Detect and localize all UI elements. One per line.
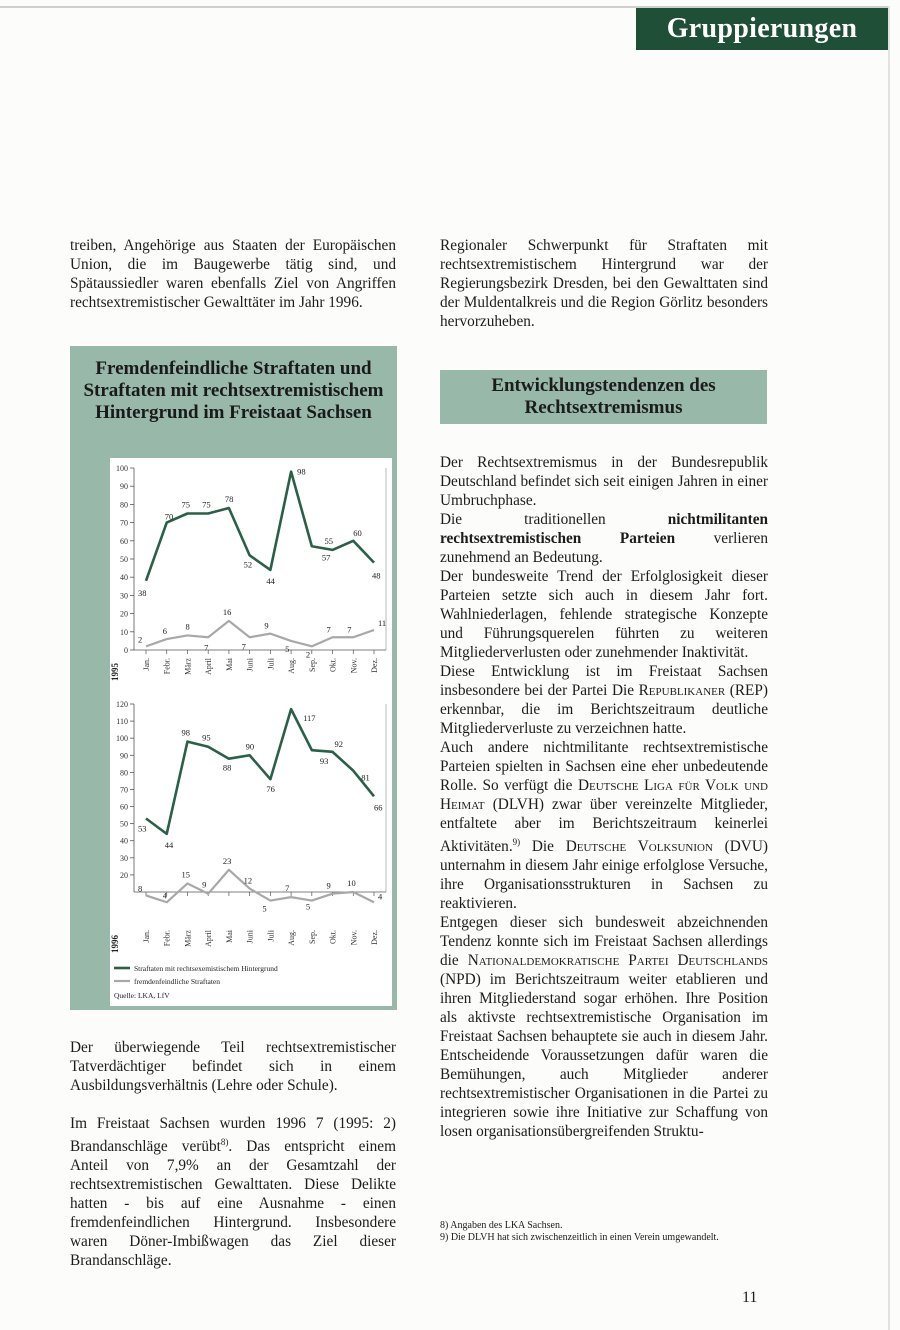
data-label: 7 <box>326 624 331 635</box>
chart-panel <box>70 346 397 1010</box>
footnotes <box>440 1220 780 1244</box>
text-run: (DVU) unternahm in diesem Jahr einige erfolglose Versuche, ihre Organisationsstrukturen in Sachsen zu reaktivieren. <box>440 838 768 913</box>
right-body-text <box>440 453 768 1141</box>
paragraph-npd <box>440 913 768 1141</box>
brandanschlaege-paragraph <box>70 1114 396 1270</box>
bold-term: nichtmilitanten rechtsextremistischen Parteien <box>440 511 768 547</box>
x-tick-label: Jan. <box>142 930 151 943</box>
data-label: 53 <box>138 823 147 834</box>
legend-label-light: fremdenfeindliche Straftaten <box>134 977 221 986</box>
footnote-ref: 8) <box>220 1137 229 1147</box>
chart-title: Fremdenfeindliche Straftaten und Straftaten mit rechtsextremistischem Hintergrund im Freistaat Sachsen <box>83 358 384 423</box>
footnote-ref: 9) <box>512 837 521 847</box>
regional-paragraph: Regionaler Schwerpunkt für Straftaten mit rechtsextremistischem Hintergrund war der Regierungsbezirk Dresden, bei den Gewalttaten sind der Muldentalkreis und die Region Görlitz besonders hervorzuheben. <box>440 237 768 330</box>
y-tick-label: 30 <box>120 853 128 863</box>
data-label: 75 <box>181 499 190 510</box>
ausbildung-paragraph: Der überwiegende Teil rechtsextremistischer Tatverdächtiger befindet sich in einem Ausbildungsverhältnis (Lehre oder Schule). <box>70 1039 396 1094</box>
x-tick-label: April <box>204 930 214 947</box>
text-run: Im Freistaat Sachsen wurden 1996 7 (1995: 2) Brandanschläge verübt <box>70 1115 396 1156</box>
paragraph-traditionelle <box>440 510 768 567</box>
data-label: 57 <box>321 552 331 563</box>
x-tick-label: Nov. <box>349 930 359 946</box>
data-label: 2 <box>305 649 311 660</box>
y-tick-label: 70 <box>120 785 128 795</box>
data-label: 88 <box>222 762 232 773</box>
paragraph-umbruch: Der Rechtsextremismus in der Bundesrepublik Deutschland befindet sich seit einigen Jahren in einer Umbruchphase. <box>440 454 768 509</box>
series-line-rechtsextrem <box>146 709 374 834</box>
x-tick-label: März <box>183 658 193 675</box>
party-name: Nationaldemokratische Partei Deutschlands <box>467 952 768 970</box>
y-tick-label: 50 <box>120 555 128 564</box>
legend-label-dark: Straftaten mit rechtsexemistischem Hintergrund <box>134 964 278 973</box>
x-tick-label: April <box>204 658 214 675</box>
data-label: 75 <box>202 499 211 510</box>
x-tick-label: Nov. <box>349 658 359 674</box>
x-tick-label: Dez. <box>370 658 379 673</box>
y-tick-label: 90 <box>120 482 128 492</box>
data-label: 98 <box>181 727 190 738</box>
data-label: 8 <box>185 621 190 632</box>
data-label: 78 <box>224 494 234 505</box>
y-tick-label: 80 <box>120 768 128 778</box>
data-label: 95 <box>202 732 211 743</box>
data-label: 2 <box>138 634 143 645</box>
data-label: 81 <box>361 772 370 783</box>
year-label: 1996 <box>110 935 120 953</box>
y-tick-label: 10 <box>120 627 128 637</box>
y-tick-label: 120 <box>116 700 128 709</box>
data-label: 55 <box>324 535 334 546</box>
data-label: 4 <box>378 891 383 902</box>
data-label: 117 <box>303 713 316 724</box>
data-label: 5 <box>305 901 311 912</box>
data-label: 98 <box>297 466 306 477</box>
paragraph-trend: Der bundesweite Trend der Erfolglosigkeit dieser Parteien setzte sich auch in diesem Jahr fort. Wahlniederlagen, fehlende strategische Konzepte und Führungsquerelen führten zu weiteren Mitgliederverlusten oder zunehmender Inaktivität. <box>440 568 768 661</box>
y-tick-label: 110 <box>116 717 128 727</box>
y-tick-label: 50 <box>120 819 128 829</box>
year-label: 1995 <box>110 663 120 681</box>
y-tick-label: 40 <box>120 836 128 846</box>
x-tick-label: Aug. <box>287 658 297 674</box>
y-tick-label: 60 <box>120 536 128 546</box>
data-label: 90 <box>245 741 255 752</box>
data-label: 52 <box>243 559 253 570</box>
y-tick-label: 40 <box>120 573 128 583</box>
data-label: 7 <box>241 641 246 652</box>
data-label: 44 <box>164 839 174 850</box>
data-label: 15 <box>181 869 190 880</box>
data-label: 92 <box>334 738 344 749</box>
x-tick-label: Juli <box>266 930 276 942</box>
data-label: 48 <box>372 570 381 581</box>
chart-area <box>110 458 392 1006</box>
data-label: 44 <box>266 575 275 586</box>
y-tick-label: 70 <box>120 518 128 528</box>
x-tick-label: Febr. <box>162 658 172 675</box>
data-label: 70 <box>164 511 174 522</box>
data-label: 23 <box>222 855 232 866</box>
data-label: 9 <box>202 879 207 890</box>
party-name: Republikaner <box>638 682 726 699</box>
data-label: 6 <box>162 626 167 637</box>
data-label: 60 <box>353 527 362 538</box>
x-tick-label: Febr. <box>162 930 172 947</box>
x-tick-label: Jan. <box>142 658 151 671</box>
data-label: 10 <box>347 878 356 888</box>
data-label: 5 <box>285 643 290 654</box>
y-tick-label: 20 <box>120 870 128 880</box>
x-tick-label: Juli <box>266 658 276 670</box>
x-tick-label: Juni <box>245 658 255 672</box>
paragraph-dlvh <box>440 738 768 913</box>
data-label: 16 <box>222 606 232 617</box>
text-run: Auch andere nichtmilitante rechtsextremistische Parteien spielten in Sachsen eine eher unbedeutende Rolle. So verfügt die <box>440 739 768 794</box>
x-tick-label: Sep. <box>307 658 317 672</box>
y-tick-label: 100 <box>116 464 128 473</box>
section-header: Gruppierungen <box>636 8 888 50</box>
data-label: 8 <box>138 883 143 894</box>
text-run: (DLVH) zwar über vereinzelte Mitglieder, entfaltete aber im Berichtszeitraum keinerlei Aktivitäten. <box>440 796 768 856</box>
y-tick-label: 100 <box>116 734 128 744</box>
data-label: 38 <box>138 587 147 598</box>
footnote-8: 8) Angaben des LKA Sachsen. <box>440 1220 563 1231</box>
section-heading: Entwicklungstendenzen des Rechtsextremismus <box>440 370 767 424</box>
x-tick-label: Okt. <box>328 930 338 944</box>
party-name: Deutsche Liga für Volk und Heimat <box>440 777 768 813</box>
x-tick-label: Juni <box>245 930 255 944</box>
data-label: 7 <box>285 883 290 894</box>
text-run: Entgegen dieser sich bundesweit abzeichnenden Tendenz konnte sich im Freistaat Sachsen allerdings die <box>440 914 768 970</box>
series-line-fremdenfeindlich <box>146 870 374 902</box>
text-run: . Das entspricht einem Anteil von 7,9% an der Gesamtzahl der rechtsextremistischen Gewalttaten. Diese Delikte hatten - bis auf eine Ausnahme - einen fremdenfeindlichen Hintergrund. Insbesondere waren Döner-Imbißwagen das Ziel dieser Brandanschläge. <box>70 1138 396 1270</box>
data-label: 7 <box>347 624 352 635</box>
data-label: 4 <box>162 890 167 901</box>
series-line-fremdenfeindlich <box>146 621 374 646</box>
data-label: 7 <box>204 642 209 653</box>
x-tick-label: Sep. <box>307 930 317 944</box>
x-tick-label: Dez. <box>370 930 379 945</box>
data-label: 11 <box>378 617 387 628</box>
x-tick-label: Mai <box>224 930 234 943</box>
paragraph-rep <box>440 662 768 738</box>
x-tick-label: Mai <box>224 658 234 671</box>
y-tick-label: 0 <box>124 646 128 655</box>
intro-paragraph: treiben, Angehörige aus Staaten der Europäischen Union, die im Baugewerbe tätig sind, und Spätaussiedler waren ebenfalls Ziel von Angriffen rechtsextremistischer Gewalttäter im Jahr 1996. <box>70 237 396 311</box>
data-label: 66 <box>374 802 383 813</box>
y-tick-label: 20 <box>120 609 128 619</box>
text-run: (NPD) im Berichtszeitraum weiter etablieren und ihren Mitgliederstand sogar erhöhen. Ihre Position als aktivste rechtsextremistische Organisation im Freistaat Sachsen behauptete sie auch in diesem Jahr. Entscheidende Voraussetzungen dafür waren die Bemühungen, auch Mitglieder anderer rechtsextremistischer Organisationen in die Partei zu integrieren sowie ihre Initiative zur Schaffung von losen organisationsübergreifenden Struktu- <box>440 971 768 1141</box>
footnote-9: 9) Die DLVH hat sich zwischenzeitlich in einen Verein umgewandelt. <box>440 1232 719 1243</box>
y-tick-label: 60 <box>120 802 128 812</box>
data-label: 9 <box>264 620 269 631</box>
x-tick-label: Okt. <box>328 658 338 672</box>
text-run: Die traditionellen <box>440 511 668 528</box>
charts-svg <box>110 458 392 1006</box>
y-tick-label: 80 <box>120 500 128 510</box>
party-name: Deutsche Volksunion <box>565 838 713 856</box>
text-run: Diese Entwicklung ist im Freistaat Sachsen insbesondere bei der Partei Die <box>440 663 768 699</box>
y-tick-label: 30 <box>120 591 128 601</box>
text-run: Die <box>520 838 566 856</box>
text-run: (REP) erkennbar, die im Berichtszeitraum deutliche Mitgliederverluste zu verzeichnen hatte. <box>440 682 768 737</box>
data-label: 93 <box>319 756 329 767</box>
chart-source: Quelle: LKA, LfV <box>114 991 170 1000</box>
page-number: 11 <box>742 1289 758 1306</box>
x-tick-label: März <box>183 930 193 947</box>
series-line-rechtsextrem <box>146 472 374 581</box>
right-edge-rule <box>888 6 890 1330</box>
data-label: 76 <box>266 784 275 795</box>
data-label: 5 <box>262 903 267 914</box>
text-run: verlieren zunehmend an Bedeutung. <box>440 530 768 566</box>
data-label: 9 <box>326 880 331 891</box>
x-tick-label: Aug. <box>287 930 297 946</box>
y-tick-label: 90 <box>120 751 128 761</box>
data-label: 12 <box>243 875 253 886</box>
